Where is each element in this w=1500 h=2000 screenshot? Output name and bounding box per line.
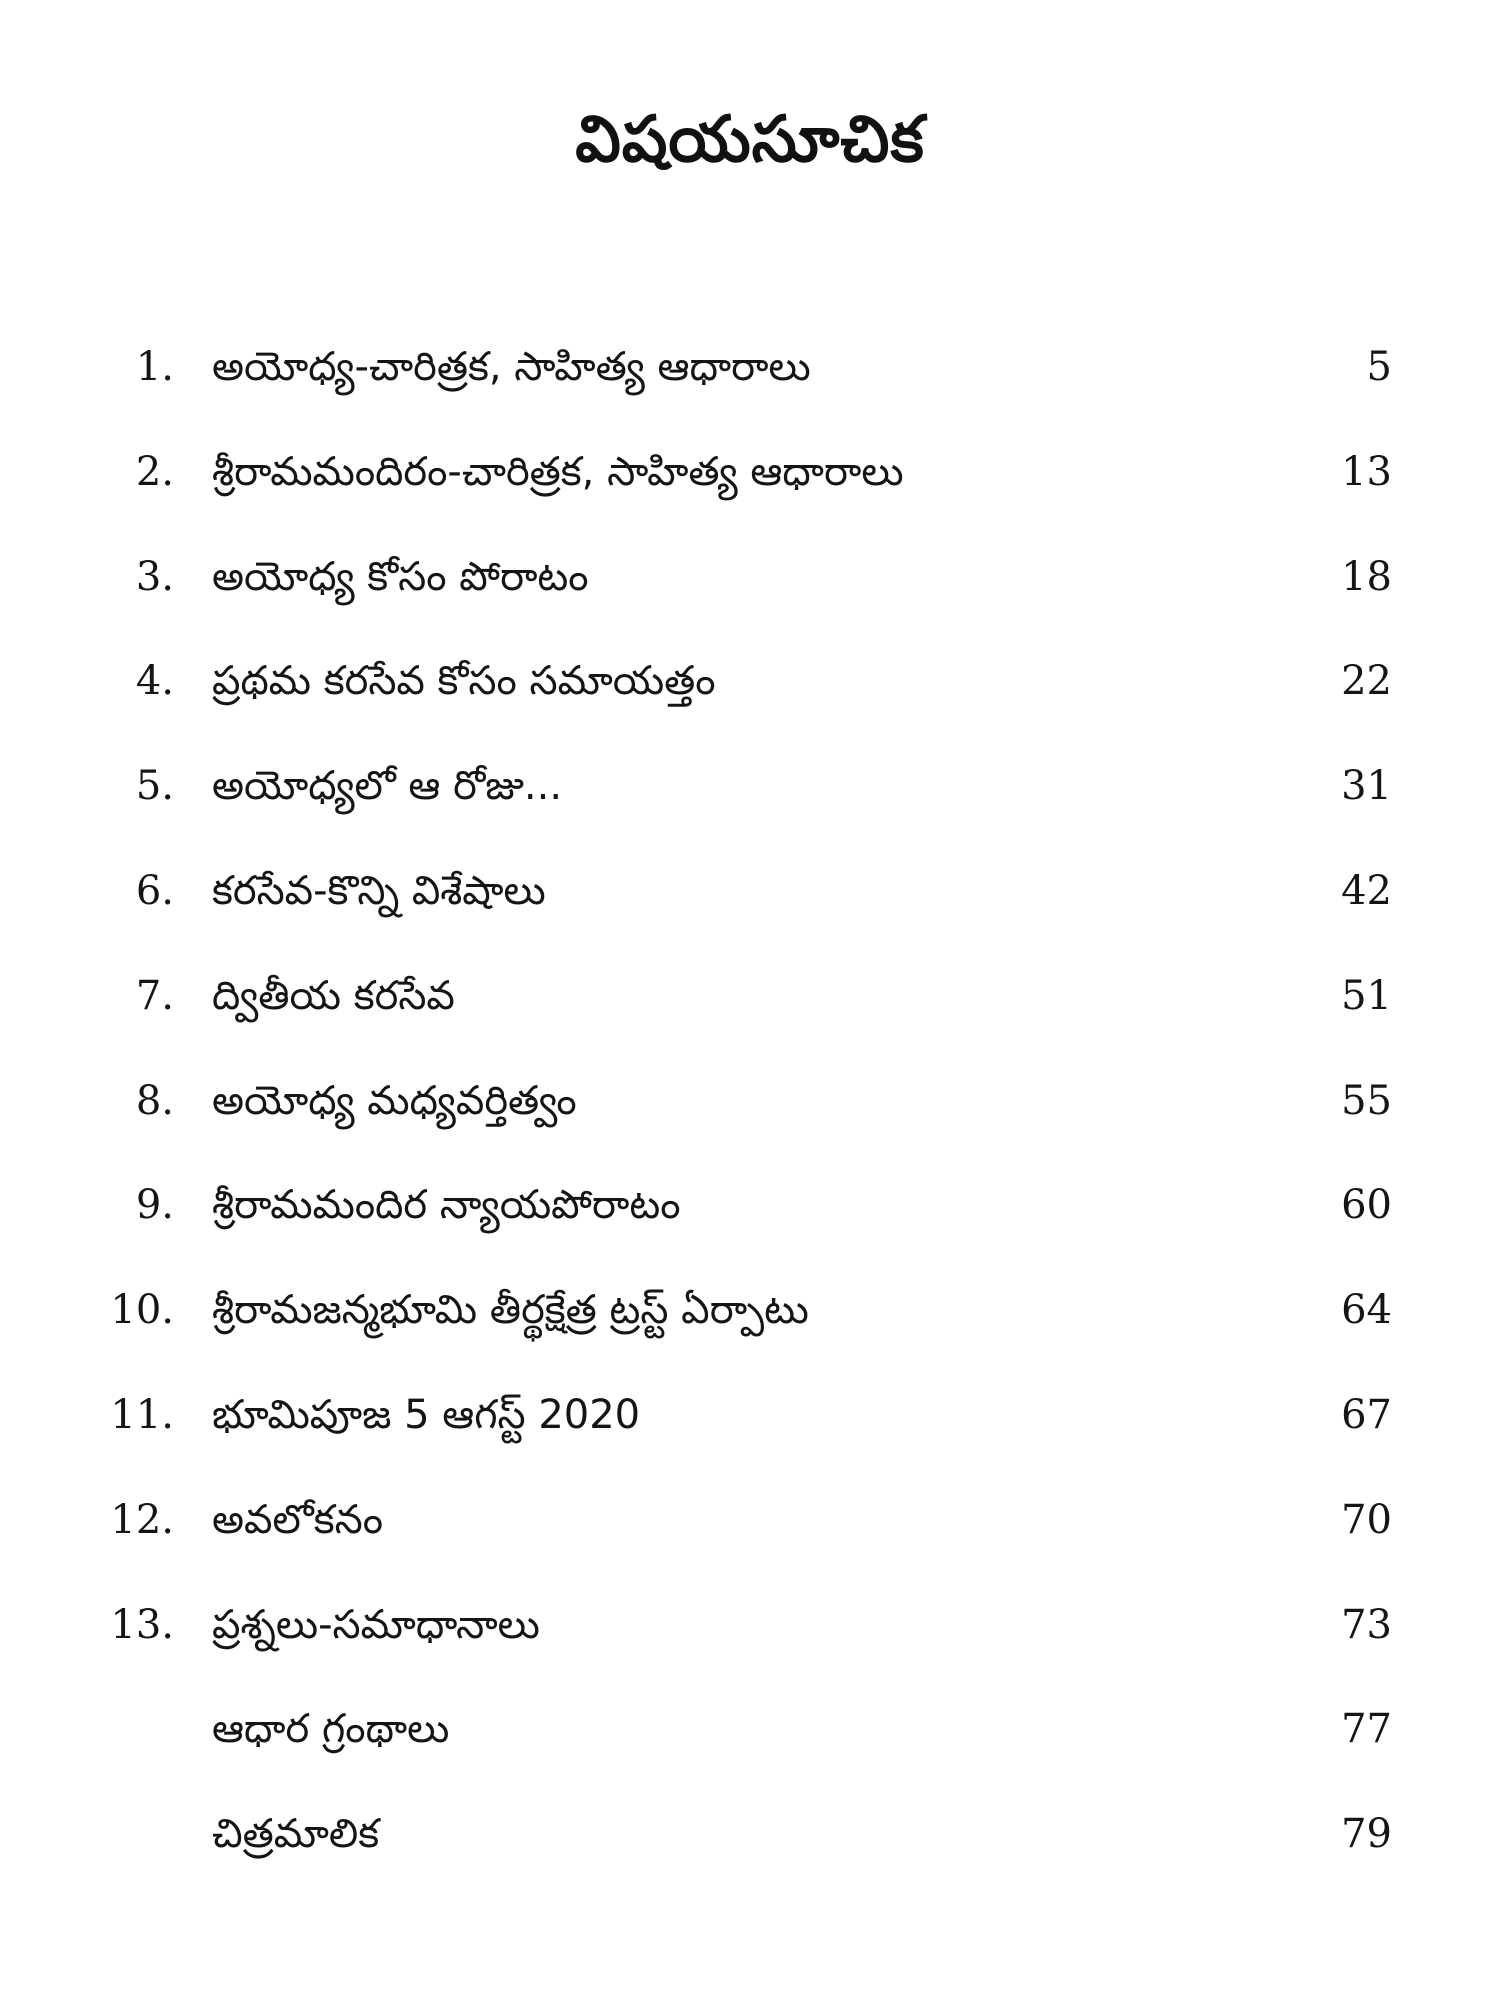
toc-entry-page-number: 5 [1366,344,1392,390]
toc-entry [0,437,1500,542]
toc-entry-number: 11. [110,1391,174,1438]
toc-entry-number: 4. [135,658,174,705]
toc-entry [0,1380,1500,1485]
toc-entry-number: 12. [110,1496,174,1543]
toc-entry [0,1170,1500,1275]
toc-entry-title: శ్రీరామజన్మభూమి తీర్థక్షేత్ర ట్రస్ట్ ఏర్పాటు [212,1287,809,1334]
toc-entry-title: అయోధ్యలో ఆ రోజు... [212,763,563,810]
toc-entry-title: చిత్రమాలిక [212,1811,380,1858]
toc-entry-title: ప్రథమ కరసేవ కోసం సమాయత్తం [212,658,716,705]
toc-entry [0,332,1500,437]
toc-entry-title: ప్రశ్నలు-సమాధానాలు [212,1601,540,1648]
toc-entry-number: 2. [135,448,174,495]
toc-entry-page-number: 42 [1341,867,1392,914]
toc-entry-title: ద్వితీయ కరసేవ [212,972,455,1019]
toc-entry-page-number: 77 [1341,1706,1392,1753]
toc-entry-number: 1. [135,344,174,390]
table-of-contents [0,332,1500,1904]
toc-entry-page-number: 73 [1341,1601,1392,1648]
toc-entry-title: అయోధ్య-చారిత్రక, సాహిత్య ఆధారాలు [212,344,811,390]
toc-entry [0,1275,1500,1380]
toc-entry-page-number: 67 [1341,1391,1392,1438]
toc-entry-title: శ్రీరామమందిరం-చారిత్రక, సాహిత్య ఆధారాలు [212,448,904,495]
toc-entry-number: 8. [135,1077,174,1124]
toc-entry-title: అవలోకనం [212,1496,384,1543]
toc-entry-page-number: 51 [1341,972,1392,1019]
toc-entry [0,542,1500,647]
page-title: విషయసూచిక [575,103,925,177]
toc-entry-title: శ్రీరామమందిర న్యాయపోరాటం [212,1182,681,1229]
toc-entry-page-number: 60 [1341,1182,1392,1229]
toc-entry-number: 9. [135,1182,174,1229]
toc-entry-title: అయోధ్య మధ్యవర్తిత్వం [212,1077,577,1124]
toc-entry-number: 13. [110,1601,174,1648]
toc-entry-title: భూమిపూజ 5 ఆగస్ట్ 2020 [212,1391,641,1438]
toc-entry [0,646,1500,751]
toc-entry [0,1485,1500,1590]
toc-entry-page-number: 18 [1341,553,1392,600]
toc-entry-title: అయోధ్య కోసం పోరాటం [212,553,589,600]
toc-entry [0,856,1500,961]
toc-entry-number: 7. [135,972,174,1019]
toc-entry-page-number: 22 [1341,658,1392,705]
toc-entry-page-number: 31 [1341,763,1392,810]
toc-entry-page-number: 70 [1341,1496,1392,1543]
toc-entry [0,1066,1500,1171]
toc-entry-page-number: 55 [1341,1077,1392,1124]
toc-entry [0,1590,1500,1695]
toc-entry [0,751,1500,856]
toc-entry-title: కరసేవ-కొన్ని విశేషాలు [212,867,546,914]
toc-entry-number: 5. [135,763,174,810]
toc-entry-title: ఆధార గ్రంథాలు [212,1706,450,1753]
toc-entry-page-number: 79 [1341,1811,1392,1858]
toc-entry-page-number: 64 [1341,1287,1392,1334]
toc-entry-page-number: 13 [1341,448,1392,495]
toc-entry [0,1694,1500,1799]
toc-entry-number: 6. [135,867,174,914]
toc-entry [0,1799,1500,1904]
toc-entry-number: 10. [110,1287,174,1334]
toc-entry-number: 3. [135,553,174,600]
toc-entry [0,961,1500,1066]
